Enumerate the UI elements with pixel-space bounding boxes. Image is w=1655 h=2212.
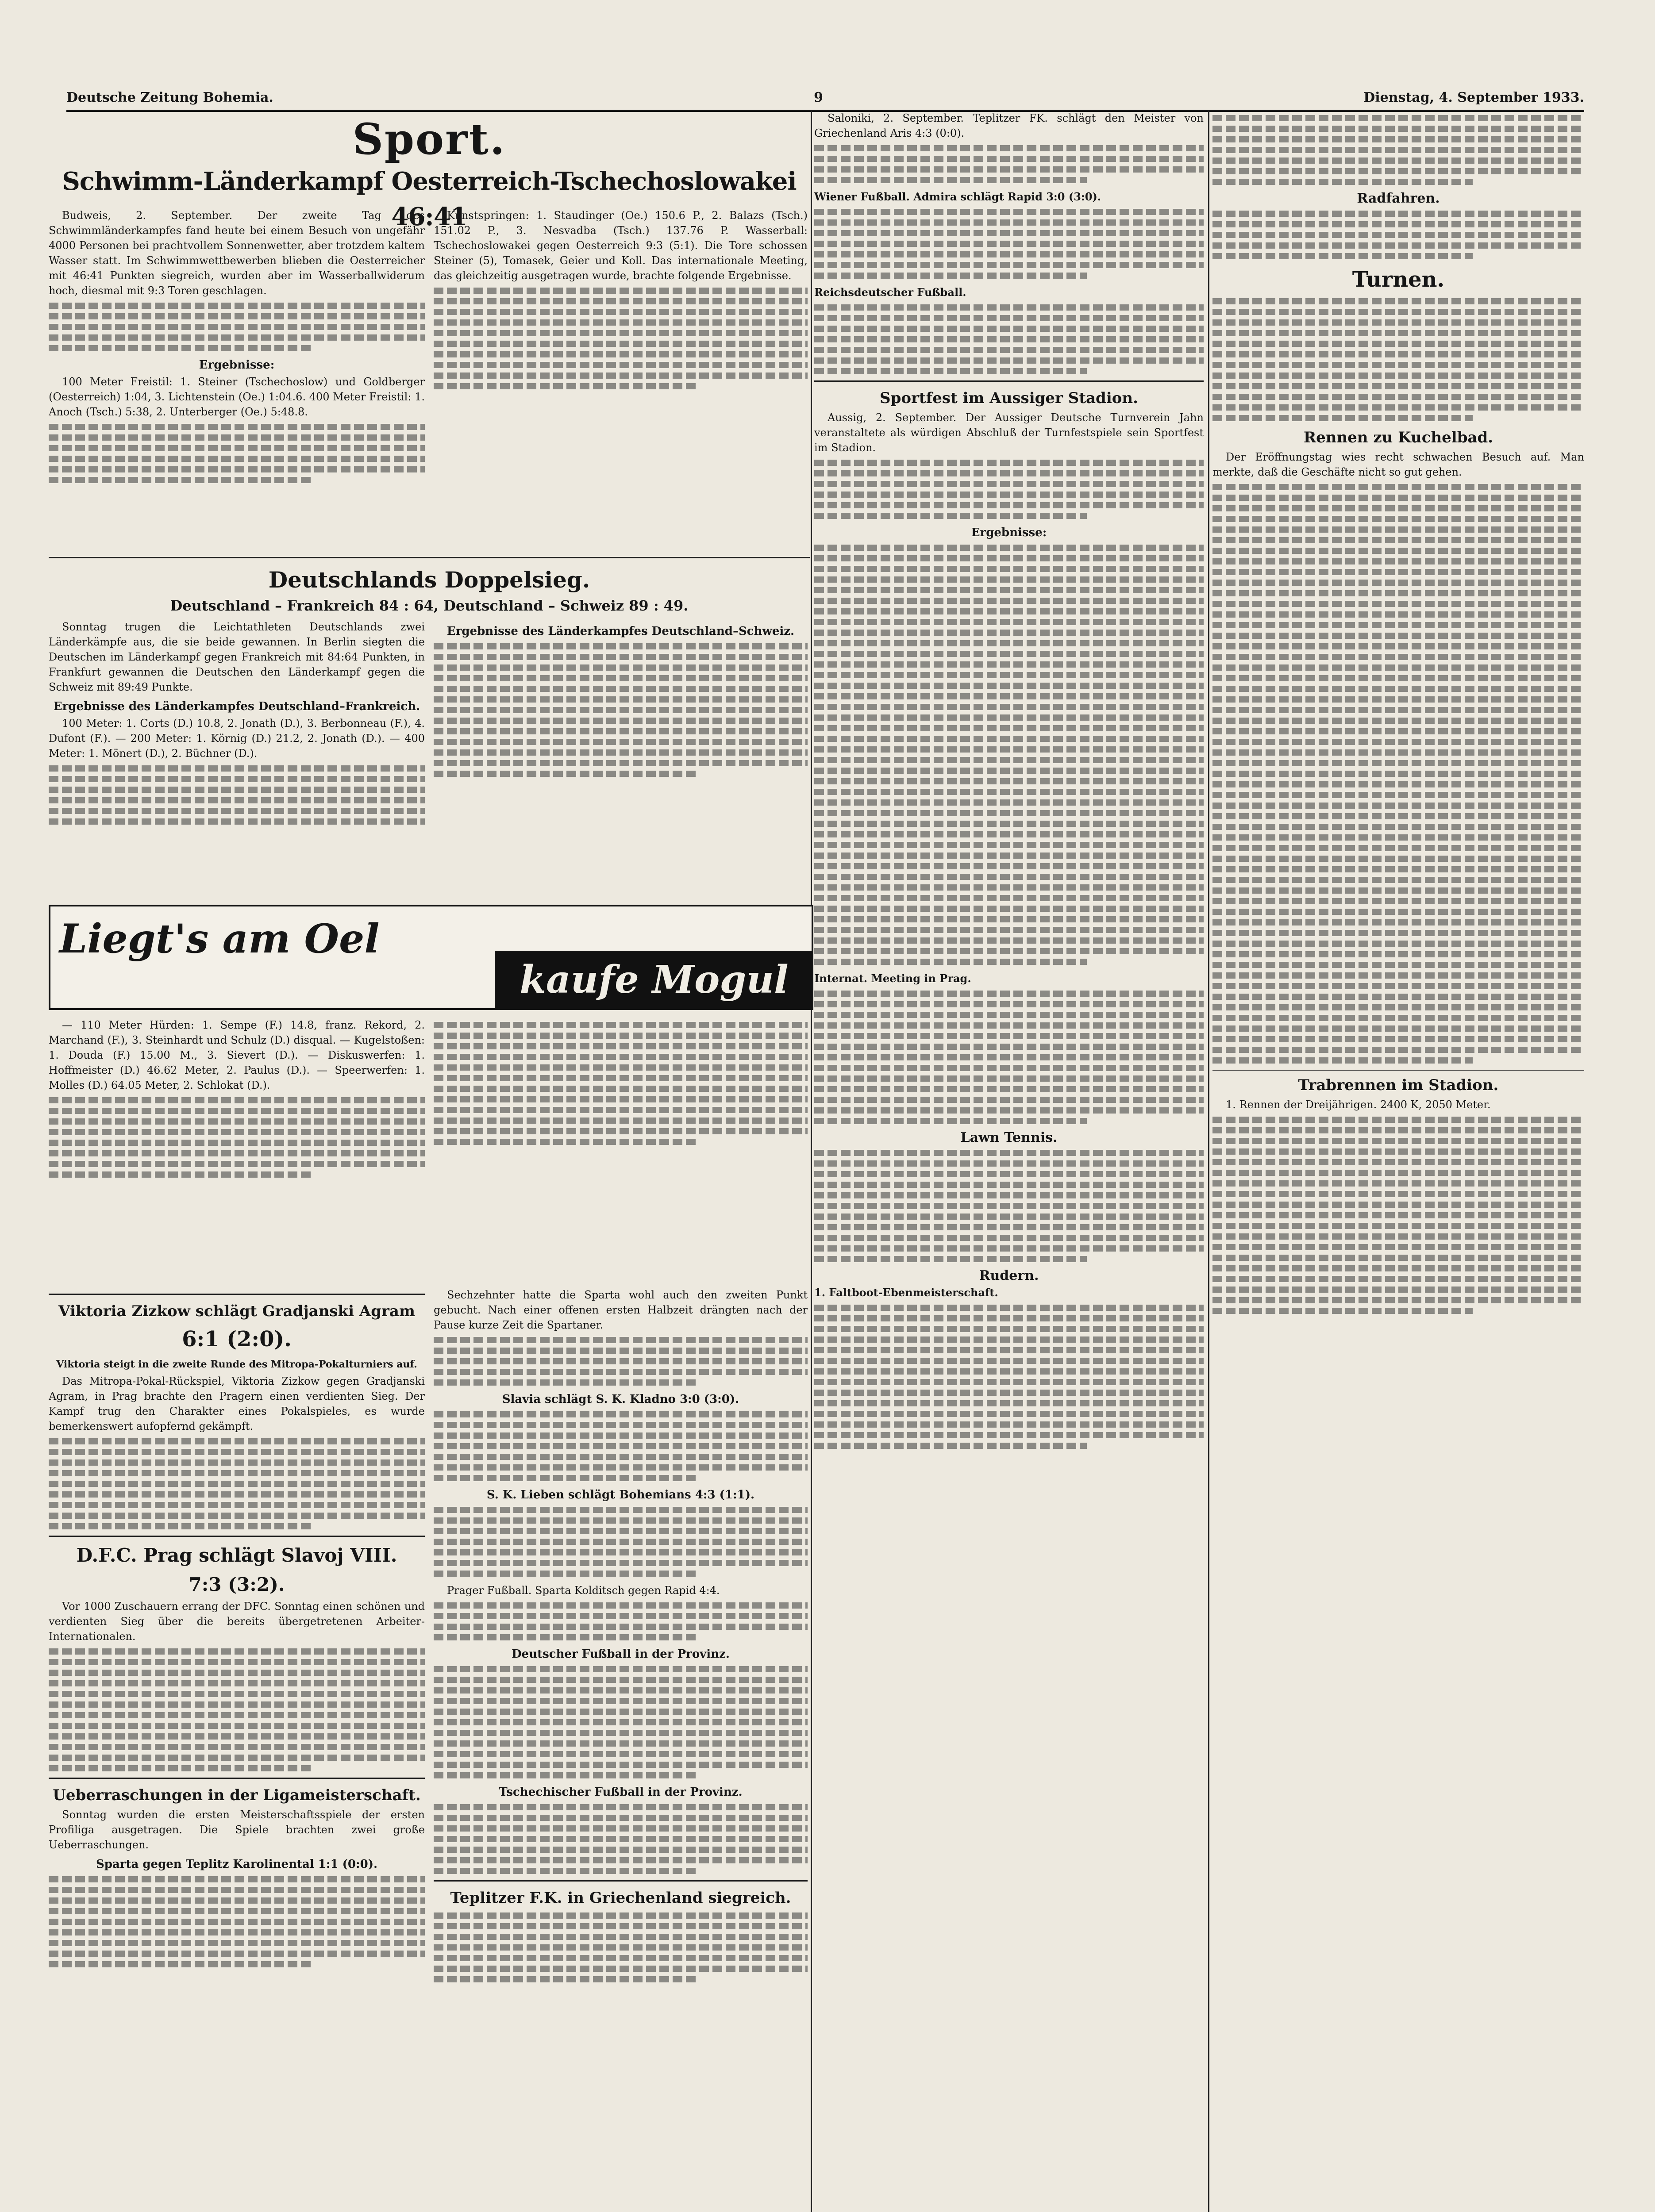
- text-block: [434, 288, 808, 389]
- radfahren-head: Radfahren.: [1357, 191, 1440, 206]
- text-block: [814, 209, 1204, 279]
- swim-headline: Schwimm-Länderkampf Oesterreich-Tschechoslowakei 46:41: [62, 167, 797, 231]
- results-heading: Ergebnisse des Länderkampfes Deutschland–Frankreich.: [53, 700, 420, 713]
- results-heading: Ergebnisse:: [199, 358, 275, 372]
- viktoria-title: Viktoria Zizkow schlägt Gradjanski Agram: [58, 1302, 415, 1320]
- text-block: [434, 1411, 808, 1481]
- wiener-head: Wiener Fußball. Admira schlägt Rapid 3:0 (3:0).: [814, 190, 1101, 203]
- sport-title-block: [49, 113, 810, 166]
- section-title-sport: Sport.: [352, 114, 506, 164]
- swim-results: 100 Meter Freistil: 1. Steiner (Tschechoslow) und Goldberger (Oesterreich) 1:04, 3. Lichtenstein (Oe.) 1:04.6. 400 Meter Freistil: 1. Anoch (Tsch.) 5:38, 2. Unterberger (Oe.) 5:48.8.: [49, 376, 425, 418]
- viktoria-score: 6:1 (2:0).: [182, 1327, 292, 1352]
- column-4: [1212, 111, 1584, 2212]
- ad-brand: kaufe Mogul: [495, 951, 813, 1008]
- doppelsieg-heading: [49, 551, 810, 616]
- viktoria-sub: Viktoria steigt in die zweite Runde des Mitropa-Pokalturniers auf.: [56, 1359, 417, 1370]
- text-block: [814, 1305, 1204, 1449]
- reich-head: Reichsdeutscher Fußball.: [814, 286, 966, 299]
- teplitz-title: Teplitzer F.K. in Griechenland siegreich.: [450, 1889, 791, 1907]
- meeting-head: Internat. Meeting in Prag.: [814, 972, 971, 985]
- hurdles-results: [49, 1018, 425, 1274]
- doppelsieg-results-right: [434, 619, 808, 898]
- doppelsieg-results: 100 Meter: 1. Corts (D.) 10.8, 2. Jonath (D.), 3. Berbonneau (F.), 4. Dufont (F.). — 200 Meter: 1. Körnig (D.) 21.2, 2. Jonath (D.). — 400 Meter: 1. Mönert (D.), 2. Büchner (D.).: [49, 717, 425, 760]
- issue-date: Dienstag, 4. September 1933.: [1363, 90, 1584, 105]
- text-block: [434, 1507, 808, 1577]
- dfc-score: 7:3 (3:2).: [189, 1574, 285, 1595]
- text-block: [434, 1666, 808, 1778]
- text-block: [814, 545, 1204, 965]
- viktoria-text: Das Mitropa-Pokal-Rückspiel, Viktoria Zizkow gegen Gradjanski Agram, in Prag brachte den Pragern einen verdienten Sieg. Der Kampf trug den Charakter eines Pokalspieles, es wurde bemerkenswert aufopfernd gekämpft.: [49, 1375, 425, 1432]
- trabrennen-head: Trabrennen im Stadion.: [1298, 1076, 1499, 1094]
- deutscher-head: Deutscher Fußball in der Provinz.: [512, 1647, 730, 1661]
- text-block: [434, 1337, 808, 1386]
- text-block: [434, 1912, 808, 1982]
- text-block: [49, 1438, 425, 1529]
- doppelsieg-article: [49, 619, 425, 898]
- tschech-head: Tschechischer Fußball in der Provinz.: [499, 1786, 743, 1799]
- column-1-lower: [49, 1287, 425, 2212]
- results-heading: Ergebnisse des Länderkampfes Deutschland–Schweiz.: [446, 625, 795, 638]
- swim-article: [49, 208, 425, 566]
- text-block: [1212, 115, 1584, 185]
- kuchelbad-lead: Der Eröffnungstag wies recht schwachen Besuch auf. Man merkte, daß die Geschäfte nicht so gut gehen.: [1212, 451, 1584, 478]
- text-block: [814, 1150, 1204, 1262]
- text-block: [434, 1804, 808, 1874]
- text-block: [49, 303, 425, 351]
- dfc-title: D.F.C. Prag schlägt Slavoj VIII.: [76, 1544, 397, 1566]
- text-block: [49, 1648, 425, 1771]
- text-block: [434, 1602, 808, 1640]
- sportfest-lead: Aussig, 2. September. Der Aussiger Deutsche Turnverein Jahn veranstaltete als würdigen Abschluß der Turnfestspiele sein Sportfest im Stadion.: [814, 411, 1204, 454]
- liga-sub: Sparta gegen Teplitz Karolinental 1:1 (0:0).: [96, 1858, 378, 1871]
- faltboot-head: 1. Faltboot-Ebenmeisterschaft.: [814, 1286, 998, 1299]
- rudern-head: Rudern.: [979, 1268, 1039, 1283]
- hurdles-text: — 110 Meter Hürden: 1. Sempe (F.) 14.8, franz. Rekord, 2. Marchand (F.), 3. Steinhardt und Schulz (D.) disqual. — Kugelstoßen: 1. Douda (F.) 15.00 M., 3. Sievert (D.). — Diskuswerfen: 1. Hoffmeister (D.) 46.62 Meter, 2. Paulus (D.). — Speerwerfen: 1. Molles (D.) 64.05 Meter, 2. Schlokat (D.).: [49, 1019, 425, 1091]
- text-block: [434, 1022, 808, 1145]
- kuchelbad-head: Rennen zu Kuchelbad.: [1303, 429, 1493, 446]
- text-block: [814, 991, 1204, 1124]
- text-block: [1212, 298, 1584, 421]
- doppelsieg-subtitle: Deutschland – Frankreich 84 : 64, Deutschland – Schweiz 89 : 49.: [170, 597, 689, 614]
- column-rule: [1208, 111, 1209, 2212]
- text-block: [49, 765, 425, 825]
- trabrennen-lead: 1. Rennen der Dreijährigen. 2400 K, 2050 Meter.: [1226, 1098, 1491, 1111]
- paper-name: Deutsche Zeitung Bohemia.: [66, 90, 273, 105]
- ergebnisse-head: Ergebnisse:: [971, 526, 1047, 539]
- liga-text: Sonntag wurden die ersten Meisterschaftsspiele der ersten Profiliga ausgetragen. Die Spiele brachten zwei große Ueberraschungen.: [49, 1809, 425, 1851]
- sportfest-title: Sportfest im Aussiger Stadion.: [880, 389, 1138, 407]
- sparta-text: Sechzehnter hatte die Sparta wohl auch den zweiten Punkt gebucht. Nach einer offenen ersten Halbzeit drängten nach der Pause kurze Zeit die Spartaner.: [434, 1289, 808, 1331]
- text-block: [49, 1876, 425, 1967]
- swim-article-continued: [434, 208, 808, 566]
- text-block: [49, 1097, 425, 1178]
- lieben-head: S. K. Lieben schlägt Bohemians 4:3 (1:1).: [486, 1488, 755, 1502]
- dfc-text: Vor 1000 Zuschauern errang der DFC. Sonntag einen schönen und verdienten Sieg über die bereits übergetretenen Arbeiter-Internationalen.: [49, 1600, 425, 1643]
- text-block: [814, 145, 1204, 183]
- lawn-tennis-head: Lawn Tennis.: [960, 1130, 1058, 1145]
- text-block: [49, 424, 425, 483]
- column-3: [814, 111, 1204, 2212]
- doppelsieg-title: Deutschlands Doppelsieg.: [268, 567, 590, 593]
- ad-slogan: Liegt's am Oel: [59, 915, 380, 962]
- prager-text: Prager Fußball. Sparta Kolditsch gegen Rapid 4:4.: [447, 1584, 720, 1597]
- turnen-head: Turnen.: [1352, 267, 1445, 292]
- swim-continued: Kunstspringen: 1. Staudinger (Oe.) 150.6 P., 2. Balazs (Tsch.) 151.02 P., 3. Nesvadba (Tsch.) 137.76 P. Wasserball: Tschechoslowakei gegen Oesterreich 9:3 (5:1). Die Tore schossen Steiner (5), Tomasek, Geier und Koll. Das internationale Meeting, das gleichzeitig ausgetragen wurde, brachte folgende Ergebnisse.: [434, 209, 808, 282]
- text-block: [434, 643, 808, 777]
- mogul-advertisement: [49, 905, 813, 1010]
- column-rule: [811, 111, 812, 2212]
- text-block: [1212, 484, 1584, 1064]
- running-head: [66, 74, 1584, 112]
- text-block: [1212, 211, 1584, 259]
- liga-title: Ueberraschungen in der Ligameisterschaft.: [53, 1786, 421, 1804]
- text-block: [814, 460, 1204, 519]
- text-block: [1212, 1117, 1584, 1314]
- column-2-lower: [434, 1287, 808, 2212]
- text-block: [814, 304, 1204, 374]
- page-number: 9: [814, 90, 823, 105]
- schweiz-results: [434, 1018, 808, 1274]
- saloniki-text: Saloniki, 2. September. Teplitzer FK. schlägt den Meister von Griechenland Aris 4:3 (0:0).: [814, 112, 1204, 139]
- slavia-head: Slavia schlägt S. K. Kladno 3:0 (3:0).: [502, 1393, 739, 1406]
- doppelsieg-lead: Sonntag trugen die Leichtathleten Deutschlands zwei Länderkämpfe aus, die sie beide gewannen. In Berlin siegten die Deutschen im Länderkampf gegen Frankreich mit 84:64 Punkten, in Frankfurt gewannen die Deutschen den Länderkampf gegen die Schweiz mit 89:49 Punkte.: [49, 621, 425, 693]
- swim-lead: Budweis, 2. September. Der zweite Tag des Schwimmländerkampfes fand heute bei einem Besuch von ungefähr 4000 Personen bei prachtvollem Sonnenwetter, aber trotzdem kaltem Wasser statt. Im Schwimmwettbewerben blieben die Oesterreicher mit 46:41 Punkten siegreich, wurden aber im Wasserballwiderum hoch, diesmal mit 9:3 Toren geschlagen.: [49, 209, 425, 297]
